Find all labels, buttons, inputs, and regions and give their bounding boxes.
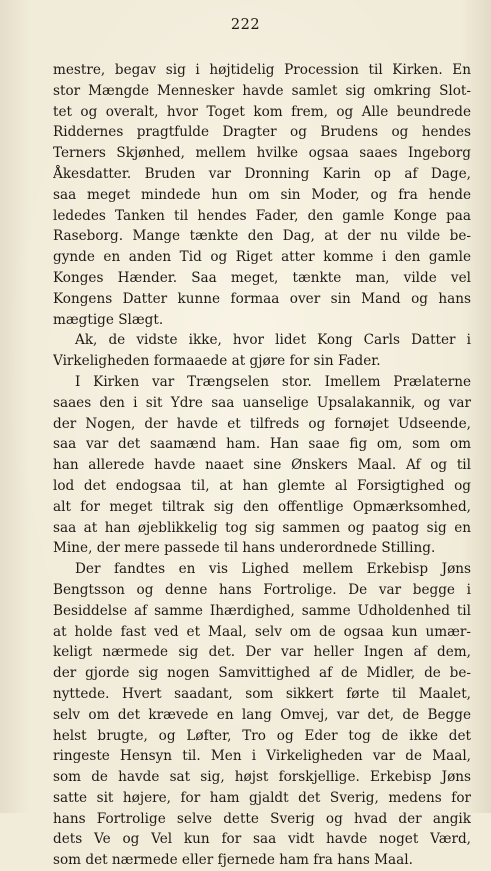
text-line: Ak, de vidste ikke, hvor lidet Kong Carls Datter i [75, 332, 471, 349]
text-line: mestre, begav sig i højtidelig Procession til Kirken. En [53, 62, 471, 78]
text-line: saa at han øjeblikkelig tog sig sammen og paatog sig en [53, 519, 471, 536]
text-line: saa meget mindede hun om sin Moder, og fra hende [53, 186, 471, 203]
text-line: gynde en anden Tid og Riget atter komme i den gamle [53, 249, 471, 266]
text-line: Der fandtes en vis Lighed mellem Erkebisp Jøns [75, 561, 471, 578]
text-line: lededes Tanken til hendes Fader, den gamle Konge paa [53, 207, 471, 224]
text-line: saaes den i sit Ydre saa uanselige Upsalakannik, og var [53, 394, 471, 411]
text-line: tet og overalt, hvor Toget kom frem, og Alle beundrede [53, 103, 471, 120]
text-line: Kongens Datter kunne formaa over sin Mand og hans [53, 290, 471, 307]
text-line: selv om det krævede en lang Omvej, var det, de Begge [53, 706, 471, 723]
text-line: Raseborg. Mange tænkte den Dag, at der nu vilde be- [53, 228, 471, 245]
text-line: han allerede havde naaet sine Ønskers Maal. Af og til [53, 457, 471, 474]
text-line: Bengtsson og denne hans Fortrolige. De var begge i [53, 581, 471, 598]
text-line: der gjorde sig nogen Samvittighed af de Midler, de be- [53, 665, 471, 682]
text-line: som det nærmede eller fjernede ham fra hans Maal. [53, 852, 413, 869]
text-line: som de havde sat sig, højst forskjellige. Erkebisp Jøns [53, 769, 471, 786]
text-line: Mine, der mere passede til hans underordnede Stilling. [53, 540, 436, 557]
text-line: der Nogen, der havde et tilfreds og fornøjet Udseende, [53, 415, 471, 432]
text-line: alt for meget tiltrak sig den offentlige Opmærksomhed, [53, 498, 471, 515]
text-line: Virkeligheden formaaede at gjøre for sin Fader. [53, 353, 381, 370]
text-line: Riddernes pragtfulde Dragter og Brudens og hendes [53, 124, 471, 141]
text-line: saa var det saamænd ham. Han saae fig om, som om [53, 436, 471, 453]
text-line: mægtige Slægt. [53, 311, 164, 328]
body-text [53, 60, 471, 871]
text-line: Konges Hænder. Saa meget, tænkte man, vilde vel [53, 269, 471, 286]
text-line: ringeste Hensyn til. Men i Virkeligheden var de Maal, [53, 748, 471, 765]
text-line: lod det endogsaa til, at han glemte al Forsigtighed og [53, 477, 471, 494]
text-line: helst brugte, og Løfter, Tro og Eder tog de ikke det [53, 727, 471, 744]
page-number: 222 [230, 17, 261, 33]
text-line: keligt nærmede sig det. Der var heller Ingen af dem, [53, 644, 471, 661]
text-line: Åkesdatter. Bruden var Dronning Karin op af Dage, [53, 165, 471, 182]
text-line: dets Ve og Vel kun for saa vidt havde noget Værd, [53, 831, 471, 848]
text-line: Terners Skjønhed, mellem hvilke ogsaa saaes Ingeborg [53, 145, 471, 162]
text-line: I Kirken var Trængselen stor. Imellem Prælaterne [75, 373, 471, 390]
text-line: stor Mængde Mennesker havde samlet sig omkring Slot- [53, 82, 471, 99]
text-line: satte sit højere, for ham gjaldt det Sverig, medens for [53, 789, 471, 806]
text-line: hans Fortrolige selve dette Sverig og hvad der angik [53, 810, 471, 827]
text-line: nyttede. Hvert saadant, som sikkert førte til Maalet, [53, 685, 471, 702]
text-line: Besiddelse af samme Ihærdighed, samme Udholdenhed til [53, 602, 471, 619]
text-line: at holde fast ved et Maal, selv om de ogsaa kun umær- [53, 623, 471, 640]
